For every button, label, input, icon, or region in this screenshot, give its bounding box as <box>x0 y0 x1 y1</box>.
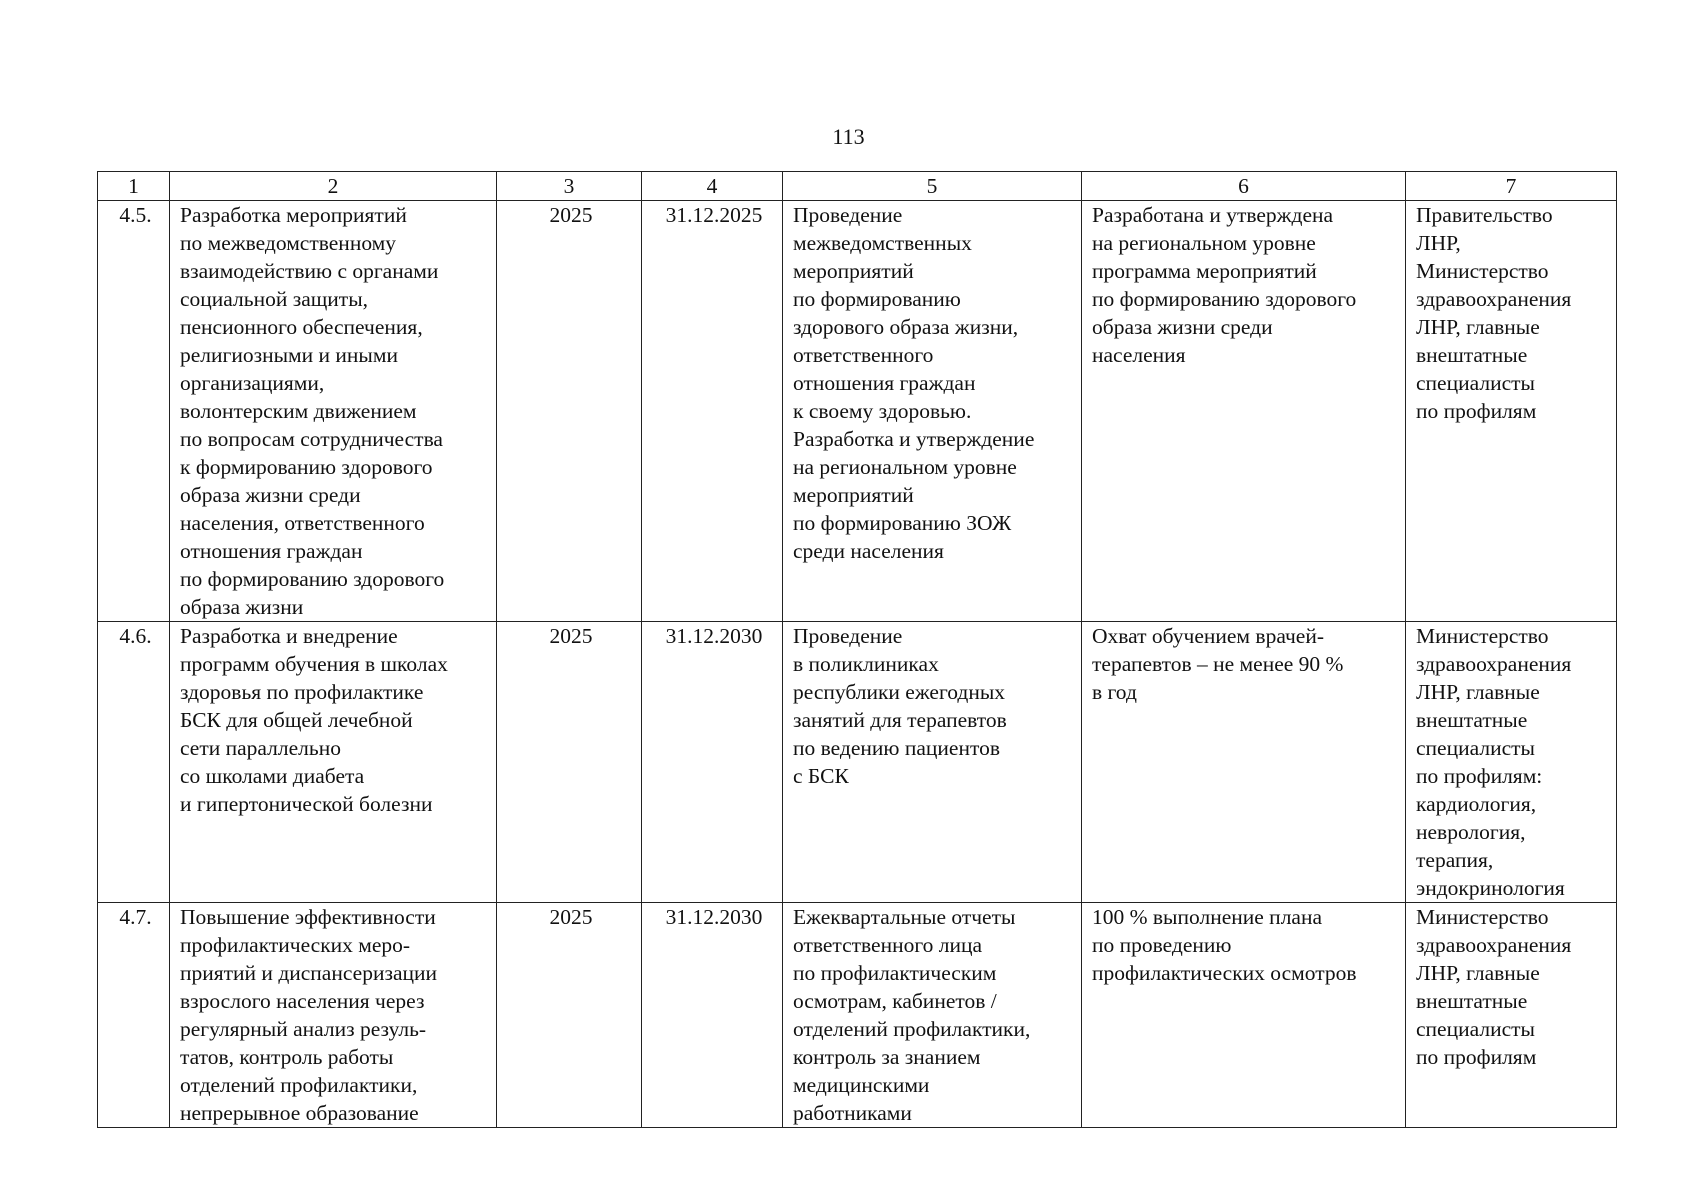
cell-text-line: среди населения <box>793 539 944 563</box>
cell-text-line: Правительство <box>1416 203 1553 227</box>
cell-text-line: регулярный анализ резуль- <box>180 1017 427 1041</box>
cell-text-line: внештатные <box>1416 343 1528 367</box>
cell-text-line: по межведомственному <box>180 231 397 255</box>
cell-text-line: специалисты <box>1416 736 1535 760</box>
column-number: 3 <box>497 172 642 201</box>
cell-text-line: Министерство <box>1416 259 1549 283</box>
cell-text-line: ответственного <box>793 343 934 367</box>
cell-text-line: здравоохранения <box>1416 287 1572 311</box>
cell-text-line: населения, ответственного <box>180 511 425 535</box>
cell-text-line: БСК для общей лечебной <box>180 708 413 732</box>
column-number: 2 <box>170 172 497 201</box>
cell-text-line: ЛНР, <box>1416 231 1461 255</box>
cell-text-line: образа жизни среди <box>1092 315 1273 339</box>
cell-text-line: Охват обучением врачей- <box>1092 624 1325 648</box>
cell-text-line: Разработка мероприятий <box>180 203 407 227</box>
cell-text-line: кардиология, <box>1416 792 1537 816</box>
activity-cell <box>783 622 1082 903</box>
cell-text-line: ЛНР, главные <box>1416 961 1540 985</box>
cell-text-line: специалисты <box>1416 371 1535 395</box>
cell-text-line: отделений профилактики, <box>793 1017 1031 1041</box>
cell-text-line: профилактических меро- <box>180 933 411 957</box>
cell-text-line: населения <box>1092 343 1186 367</box>
column-number: 4 <box>642 172 783 201</box>
column-number: 5 <box>783 172 1082 201</box>
activities-table <box>97 171 1617 1128</box>
cell-text-line: межведомственных <box>793 231 972 255</box>
responsible-cell <box>1406 903 1617 1128</box>
cell-text-line: по профилям <box>1416 1045 1537 1069</box>
cell-text-line: неврология, <box>1416 820 1526 844</box>
cell-text-line: Проведение <box>793 624 903 648</box>
deadline: 31.12.2030 <box>642 903 783 1128</box>
cell-text-line: по вопросам сотрудничества <box>180 427 443 451</box>
cell-text-line: профилактических осмотров <box>1092 961 1357 985</box>
cell-text-line: Ежеквартальные отчеты <box>793 905 1016 929</box>
table-row <box>98 201 1617 622</box>
cell-text-line: по профилям: <box>1416 764 1543 788</box>
start-year: 2025 <box>497 201 642 622</box>
column-number: 6 <box>1082 172 1406 201</box>
item-number: 4.5. <box>98 201 170 622</box>
cell-text-line: Министерство <box>1416 624 1549 648</box>
cell-text-line: 100 % выполнение плана <box>1092 905 1323 929</box>
deadline: 31.12.2025 <box>642 201 783 622</box>
cell-text-line: мероприятий <box>793 483 914 507</box>
cell-text-line: с БСК <box>793 764 849 788</box>
cell-text-line: образа жизни среди <box>180 483 361 507</box>
cell-text-line: по формированию ЗОЖ <box>793 511 1012 535</box>
cell-text-line: социальной защиты, <box>180 287 369 311</box>
cell-text-line: в год <box>1092 680 1137 704</box>
deadline: 31.12.2030 <box>642 622 783 903</box>
activity-cell <box>783 903 1082 1128</box>
page-number: 113 <box>832 124 865 149</box>
cell-text-line: ЛНР, главные <box>1416 315 1540 339</box>
cell-text-line: по проведению <box>1092 933 1232 957</box>
cell-text-line: организациями, <box>180 371 325 395</box>
cell-text-line: по ведению пациентов <box>793 736 1000 760</box>
item-number: 4.6. <box>98 622 170 903</box>
cell-text-line: на региональном уровне <box>793 455 1017 479</box>
cell-text-line: ответственного лица <box>793 933 983 957</box>
start-year: 2025 <box>497 622 642 903</box>
cell-text-line: непрерывное образование <box>180 1101 419 1125</box>
cell-text-line: работниками <box>793 1101 912 1125</box>
column-number: 1 <box>98 172 170 201</box>
cell-text-line: мероприятий <box>793 259 914 283</box>
cell-text-line: пенсионного обеспечения, <box>180 315 423 339</box>
cell-text-line: взрослого населения через <box>180 989 425 1013</box>
cell-text-line: татов, контроль работы <box>180 1045 394 1069</box>
cell-text-line: здорового образа жизни, <box>793 315 1019 339</box>
cell-text-line: религиозными и иными <box>180 343 398 367</box>
cell-text-line: по профилям <box>1416 399 1537 423</box>
result-cell <box>1082 903 1406 1128</box>
table-row <box>98 903 1617 1128</box>
cell-text-line: со школами диабета <box>180 764 365 788</box>
cell-text-line: здравоохранения <box>1416 933 1572 957</box>
cell-text-line: программ обучения в школах <box>180 652 448 676</box>
cell-text-line: Разработка и утверждение <box>793 427 1035 451</box>
cell-text-line: по формированию <box>793 287 961 311</box>
cell-text-line: медицинскими <box>793 1073 930 1097</box>
cell-text-line: Повышение эффективности <box>180 905 436 929</box>
cell-text-line: сети параллельно <box>180 736 341 760</box>
responsible-cell <box>1406 622 1617 903</box>
column-number: 7 <box>1406 172 1617 201</box>
cell-text-line: к формированию здорового <box>180 455 433 479</box>
measure-cell <box>170 903 497 1128</box>
cell-text-line: внештатные <box>1416 708 1528 732</box>
cell-text-line: образа жизни <box>180 595 304 619</box>
cell-text-line: отношения граждан <box>180 539 363 563</box>
cell-text-line: осмотрам, кабинетов / <box>793 989 997 1013</box>
cell-text-line: отделений профилактики, <box>180 1073 418 1097</box>
cell-text-line: по формированию здорового <box>1092 287 1357 311</box>
measure-cell <box>170 201 497 622</box>
cell-text-line: терапевтов – не менее 90 % <box>1092 652 1344 676</box>
cell-text-line: Разработана и утверждена <box>1092 203 1334 227</box>
cell-text-line: терапия, <box>1416 848 1494 872</box>
start-year: 2025 <box>497 903 642 1128</box>
cell-text-line: и гипертонической болезни <box>180 792 433 816</box>
cell-text-line: программа мероприятий <box>1092 259 1317 283</box>
cell-text-line: к своему здоровью. <box>793 399 972 423</box>
item-number: 4.7. <box>98 903 170 1128</box>
cell-text-line: по профилактическим <box>793 961 997 985</box>
cell-text-line: Разработка и внедрение <box>180 624 398 648</box>
cell-text-line: внештатные <box>1416 989 1528 1013</box>
cell-text-line: Министерство <box>1416 905 1549 929</box>
cell-text-line: Проведение <box>793 203 903 227</box>
activity-cell <box>783 201 1082 622</box>
cell-text-line: по формированию здорового <box>180 567 445 591</box>
measure-cell <box>170 622 497 903</box>
cell-text-line: контроль за знанием <box>793 1045 981 1069</box>
cell-text-line: занятий для терапевтов <box>793 708 1007 732</box>
result-cell <box>1082 622 1406 903</box>
cell-text-line: отношения граждан <box>793 371 976 395</box>
cell-text-line: в поликлиниках <box>793 652 939 676</box>
cell-text-line: здравоохранения <box>1416 652 1572 676</box>
cell-text-line: эндокринология <box>1416 876 1565 900</box>
cell-text-line: здоровья по профилактике <box>180 680 424 704</box>
column-number-row <box>98 172 1617 201</box>
cell-text-line: волонтерским движением <box>180 399 417 423</box>
cell-text-line: на региональном уровне <box>1092 231 1316 255</box>
responsible-cell <box>1406 201 1617 622</box>
cell-text-line: взаимодействию с органами <box>180 259 439 283</box>
table-row <box>98 622 1617 903</box>
cell-text-line: республики ежегодных <box>793 680 1006 704</box>
cell-text-line: ЛНР, главные <box>1416 680 1540 704</box>
cell-text-line: специалисты <box>1416 1017 1535 1041</box>
result-cell <box>1082 201 1406 622</box>
cell-text-line: приятий и диспансеризации <box>180 961 438 985</box>
